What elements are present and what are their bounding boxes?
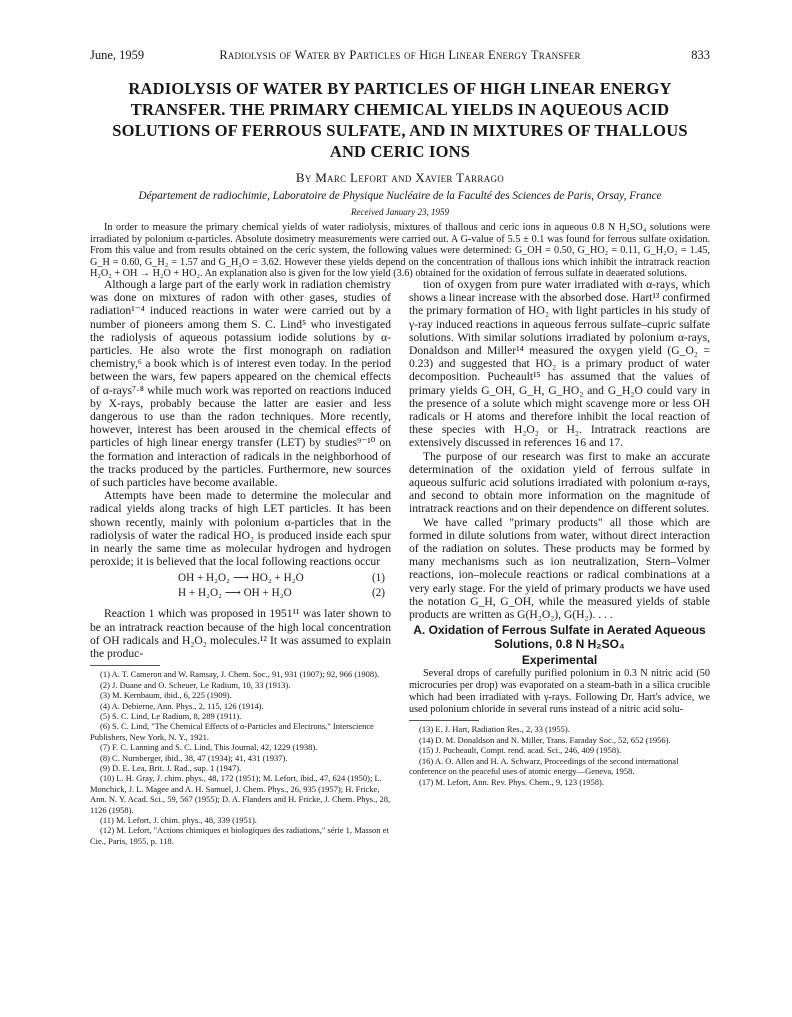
equation-text: H + H₂O₂ ⟶ OH + H₂O bbox=[178, 587, 292, 600]
author-line: By Marc Lefort and Xavier Tarrago bbox=[295, 170, 505, 185]
body-paragraph: Reaction 1 which was proposed in 1951¹¹ was later shown to be an intratrack reaction because of the high local concentration of OH radicals and H₂O₂ molecules.¹² It was assumed to explain the produc- bbox=[90, 607, 391, 661]
footnote: (5) S. C. Lind, Le Radium, 8, 289 (1911). bbox=[100, 710, 242, 721]
received-date: Received January 23, 1959 bbox=[351, 207, 449, 217]
footnotes-left bbox=[90, 669, 391, 846]
footnote: (8) C. Nurnberger, ibid., 38, 47 (1934); 41, 431 (1937). bbox=[100, 752, 288, 763]
footnote: (1) A. T. Cameron and W. Ramsay, J. Chem. Soc., 91, 931 (1907); 92, 966 (1908). bbox=[100, 669, 380, 680]
body-paragraph: tion of oxygen from pure water irradiated with α-rays, which shows a linear increase with the absorbed dose. Hart¹³ confirmed the primary formation of HO₂ with light particles in his study of γ-ray induced reactions in aqueous ferrous sulfate–cupric sulfate solutions. With similar solutions irradiated by polonium α-rays, Donaldson and Miller¹⁴ measured the oxygen yield (G_O₂ = 0.23) and suggested that HO₂ is a primary product of water decomposition. Pucheault¹⁵ has assumed that the values of primary yields G_OH, G_H, G_HO₂ and G_H₂O could vary in the presence of a solute which might scavenge more or less OH radicals or H atoms and therefore inhibit the local reaction of these species with H₂O₂ or H₂. Intratrack reactions are extensively discussed in references 16 and 17. bbox=[409, 278, 710, 450]
running-title: Radiolysis of Water by Particles of High Linear Energy Transfer bbox=[219, 48, 581, 62]
abstract: In order to measure the primary chemical yields of water radiolysis, mixtures of thallous and ceric ions in aqueous 0.8 N H₂SO₄ solutions were irradiated by polonium α-particles. Absolute dosimetry measurements were carried out. A G-value of 5.5 ± 0.1 was found for ferrous sulfate oxidation. From this value and from results obtained on the ceric system, the following values were determined: G_OH = 0.50, G_HO₂ = 0.11, G_H₂O₂ = 1.45, G_H = 0.60, G_H₂ = 1.57 and G_H₂O = 3.62. However these yields depend on the concentration of thallous ions which inhibit the intratrack reaction H₂O₂ + OH → H₂O + HO₂. An explanation also is given for the low yield (3.6) obtained for the oxidation of ferrous sulfate in deaerated solutions. bbox=[90, 222, 710, 279]
footnote: (15) J. Pucheault, Compt. rend. acad. Sci., 246, 409 (1958). bbox=[419, 745, 622, 756]
left-column bbox=[90, 278, 391, 846]
footnote: (14) D. M. Donaldson and N. Miller, Trans. Faraday Soc., 52, 652 (1956). bbox=[419, 734, 671, 745]
footnotes-right bbox=[409, 724, 710, 786]
body-paragraph: We have called "primary products" all those which are formed in dilute solutions from water, without direct interaction of the radiation on solutes. These products may be formed by many mechanisms such as ion neutralization, Stern–Volmer reactions, ion–molecule reactions or radical combinations at a very early stage. For the yield of primary products we have used the notation G_H, G_OH, while the measured yields of stable products are written as G(H₂O₂), G(H₂). . . . bbox=[409, 515, 710, 622]
footnote: (11) M. Lefort, J. chim. phys., 48, 339 (1951). bbox=[100, 814, 257, 825]
article-title: RADIOLYSIS OF WATER BY PARTICLES OF HIGH LINEAR ENERGY TRANSFER. THE PRIMARY CHEMICAL YIELDS IN AQUEOUS ACID SOLUTIONS OF FERROUS SULFATE, AND IN MIXTURES OF THALLOUS AND CERIC IONS bbox=[112, 79, 688, 161]
equation-block bbox=[90, 572, 391, 602]
footnote-divider bbox=[90, 665, 160, 666]
equation-1 bbox=[90, 572, 391, 587]
footnote: (17) M. Lefort, Ann. Rev. Phys. Chem., 9, 123 (1958). bbox=[419, 776, 605, 787]
footnote: (12) M. Lefort, "Actions chimiques et biologiques des radiations," série 1, Masson et Cie., Paris, 1955, p. 118. bbox=[90, 825, 389, 846]
issue-date: June, 1959 bbox=[90, 48, 145, 62]
footnote: (16) A. O. Allen and H. A. Schwarz, Proceedings of the second international conference on the peaceful uses of atomic energy—Geneva, 1958. bbox=[409, 755, 679, 777]
footnote: (9) D. E. Lea, Brit. J. Rad., sup. 1 (1947). bbox=[100, 762, 242, 773]
body-paragraph: The purpose of our research was first to make an accurate determination of the oxidation yield of ferrous sulfate in aqueous sulfuric acid solutions irradiated with polonium α-rays, and second to obtain more information on the magnitude of intratrack reactions and on their dependence on different solutes. bbox=[409, 449, 710, 516]
footnote: (13) E. J. Hart, Radiation Res., 2, 33 (1955). bbox=[419, 724, 570, 735]
body-paragraph: Several drops of carefully purified polonium in 0.3 N nitric acid (50 microcuries per drop) was evaporated on a steam-bath in a silica crucible which had been irradiated with γ-rays. Following Dr. Hart's advice, we used polonium chloride in several runs instead of a nitric acid solu- bbox=[409, 668, 710, 715]
running-head bbox=[90, 48, 710, 64]
right-column bbox=[409, 278, 710, 787]
footnote: (2) J. Duane and O. Scheuer, Le Radium, 10, 33 (1913). bbox=[100, 679, 291, 690]
equation-2 bbox=[90, 587, 391, 602]
section-heading: A. Oxidation of Ferrous Sulfate in Aerated Aqueous Solutions, 0.8 N H₂SO₄ bbox=[413, 623, 706, 652]
affiliation: Département de radiochimie, Laboratoire de Physique Nucléaire de la Faculté des Sciences de Paris, Orsay, France bbox=[138, 190, 662, 202]
footnote: (6) S. C. Lind, "The Chemical Effects of α-Particles and Electrons," Interscience Publishers, New York, N. Y., 1921. bbox=[90, 721, 374, 742]
equation-number: (2) bbox=[371, 587, 385, 600]
page-number: 833 bbox=[691, 48, 710, 62]
footnote-divider bbox=[409, 720, 479, 721]
body-paragraph: Attempts have been made to determine the molecular and radical yields along tracks of high LET particles. It has been shown recently, mainly with polonium α-particles that in the radiolysis of water the radical HO₂ is produced inside each spur in nearly the same time as molecular hydrogen and hydrogen peroxide; it is believed that the local following reactions occur bbox=[90, 489, 391, 569]
footnote: (10) L. H. Gray, J. chim. phys., 48, 172 (1951); M. Lefort, ibid., 47, 624 (1950); L. Monchick, J. L. Magee and A. H. Samuel, J. Chem. Phys., 26, 935 (1957); H. Fricke, Ann. N. Y. Acad. Sci., 59, 567 (1955); D. A. Flanders and H. Fricke, J. Chem. Phys., 28, 1126 (1958). bbox=[90, 773, 391, 815]
subsection-heading: Experimental bbox=[521, 653, 598, 668]
equation-number: (1) bbox=[371, 572, 385, 585]
footnote: (4) A. Debierne, Ann. Phys., 2, 115, 126 (1914). bbox=[100, 700, 264, 711]
footnote: (3) M. Kernbaum, ibid., 6, 225 (1909). bbox=[100, 690, 232, 701]
footnote: (7) F. C. Lanning and S. C. Lind, This Journal, 42, 1229 (1938). bbox=[100, 742, 318, 753]
equation-text: OH + H₂O₂ ⟶ HO₂ + H₂O bbox=[178, 572, 304, 585]
body-paragraph: Although a large part of the early work in radiation chemistry was done on mixtures of radon with other gases, studies of radiation¹⁻⁴ induced reactions in water were carried out by a number of pioneers among them S. C. Lind⁵ who investigated the radiolysis of aqueous potassium iodide solutions by α-particles. He also wrote the first monograph on radiation chemistry,⁶ a book which is of interest even today. In the period between the wars, few papers appeared on the chemical effects of α-rays⁷·⁸ while much work was reported on reactions induced by X-rays, probably because the latter are easier and less dangerous to use than the radon techniques. More recently, however, interest has been aroused in the chemical effects of particles of high linear energy transfer (LET) by studies⁹⁻¹⁰ on the formation and interaction of radicals in the neighborhood of the tracks produced by the particles. Furthermore, new sources of such particles have become available. bbox=[90, 278, 391, 490]
